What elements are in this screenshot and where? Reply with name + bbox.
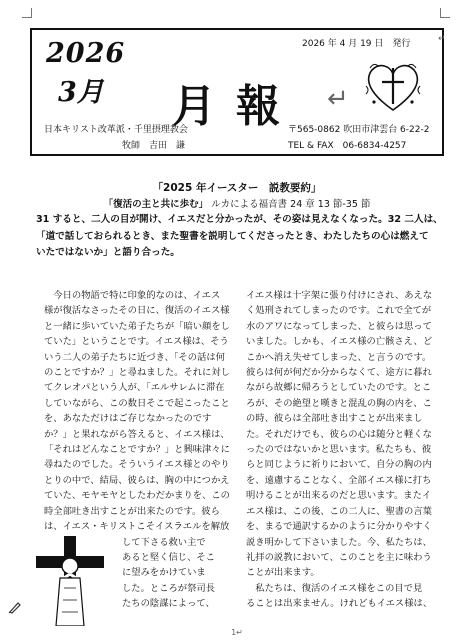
body-line: いました。しかも、イエス様の亡骸さえ、ど [246, 336, 433, 348]
body-line: 尋ねたのでした。そういうイエス様とのやり [44, 459, 230, 471]
pastor-name: 牧師 吉田 謙 [122, 141, 186, 151]
body-line: と一緒に歩いていた弟子たちが「暗い顔をし [44, 320, 230, 332]
crop-mark-top-right [440, 8, 450, 18]
body-line: ったのではないかと思います。私たちも、彼 [246, 444, 432, 456]
body-line: を、あなただけはご存じなかったのです [44, 413, 212, 425]
page-title: 月報 [172, 81, 300, 132]
body-line: 今日の物語で特に印象的なのは、イエス [44, 290, 221, 301]
body-line: 水のアワになってしまった、と彼らは思って [246, 320, 432, 332]
body-line: た。それだけでも、彼らの心は随分と軽くな [246, 428, 432, 440]
body-line: ろが、その絶望と嘆きと混乱の胸の内を、こ [246, 397, 432, 409]
body-line: に望みをかけていま [122, 567, 206, 579]
sermon-title: 「復活の主と共に歩む」 [103, 199, 209, 210]
body-line: していながら、この数日そこで起こったこと [44, 397, 230, 409]
church-name: 日本キリスト改革派・千里摂理教会 [44, 125, 188, 135]
scripture-passage [36, 212, 444, 262]
body-line: ることは出来ません。けれどもイエス様は、 [246, 598, 433, 610]
body-line: こかへ消え失せてしまった、と言うのです。 [246, 351, 432, 363]
article-title: 「2025 年イースター 説教要約」 [152, 182, 322, 194]
paragraph-mark-icon: ↵ [438, 34, 446, 44]
body-line: イエス様は十字架に張り付けにされ、あえな [246, 290, 433, 301]
heart-cross-emblem-icon [360, 58, 426, 116]
body-line: して下さる救い主で [122, 536, 206, 548]
scripture-line: 「道で話しておられるとき、また聖書を説明してくださったとき、わたしたちの心は燃えて [36, 230, 429, 242]
body-line: エス様は、この後、この二人に、聖書の言葉 [246, 505, 432, 517]
body-line: ていた、モヤモヤとしたわだかまりを、この [44, 490, 230, 502]
body-line: とりの中で、結局、彼らは、胸の中につかえ [44, 474, 230, 486]
return-mark: ↵ [327, 84, 349, 114]
issue-month: 3月 [58, 77, 104, 108]
body-line: く処刑されてしまったのです。これで全てが [246, 305, 432, 317]
body-line: ことが出来ます。 [246, 567, 320, 579]
body-line: たちの陰謀によって、 [122, 598, 215, 610]
body-line: を、遠慮することなく、全部イエス様に打ち [246, 474, 432, 486]
body-line: ながら故郷に帰ろうとしていたのです。とこ [246, 382, 432, 394]
body-line: は、イエス・キリストこそイスラエルを解放 [44, 521, 230, 533]
body-line: した。ところが祭司長 [122, 582, 215, 594]
body-line: の時、彼らは全部吐き出すことが出来まし [246, 413, 423, 425]
body-line: ていた」ということです。イエス様は、そう [44, 336, 229, 348]
church-phone: TEL & FAX 06-6834-4257 [288, 141, 407, 151]
body-line: 礼拝の説教において、このことを主に味わう [246, 551, 432, 563]
body-line: 彼らは何が何だか分からなくて、途方に暮れ [246, 367, 432, 379]
body-line: 「それはどんなことですか？」と興味津々に [44, 444, 230, 456]
scripture-line: いたではないか」と語り合った。 [36, 247, 180, 258]
church-address: 〒565-0862 吹田市津雲台 6-22-2 [288, 125, 430, 135]
crop-mark-top-left [22, 8, 32, 18]
body-line: 説き明かして下さいました。今、私たちは、 [246, 536, 432, 548]
scripture-line: 31 すると、二人の目が開け、イエスだと分かったが、その姿は見えなくなった。32 二人は、 [36, 214, 443, 225]
body-line: のことですか？」と尋ねました。それに対し [44, 367, 230, 379]
body-line: てクレオパという人が、「エルサレムに滞在 [44, 382, 225, 394]
body-line: 私たちは、復活のイエス様をこの目で見 [246, 582, 423, 594]
pen-mark-icon [8, 600, 22, 614]
body-line: 明けることが出来るのだと思います。またイ [246, 490, 432, 502]
sermon-subtitle [0, 196, 474, 210]
body-column-right [246, 288, 444, 612]
body-line: らと同じように祈りにおいて、自分の胸の内 [246, 459, 432, 471]
sermon-reference: ルカによる福音書 24 章 13 節-35 節 [211, 199, 371, 210]
page-number: 1↵ [231, 628, 243, 637]
risen-christ-cross-icon [30, 536, 110, 626]
issue-date: 2026 年 4 月 19 日 発行 [302, 39, 411, 49]
body-line: 様が復活なさったその日に、復活のイエス様 [44, 305, 230, 317]
masthead [30, 28, 444, 156]
body-line: いう二人の弟子たちに近づき、「その話は何 [44, 351, 225, 363]
issue-year: 2026 [46, 38, 126, 69]
body-line: か？」と果れながら答えると、イエス様は、 [44, 428, 230, 440]
body-line: あると堅く信じ、そこ [122, 551, 215, 563]
body-line: 時全部吐き出すことが出来たのです。彼ら [44, 505, 220, 517]
body-line: を、まるで通訳するかのように分かりやすく [246, 521, 432, 533]
